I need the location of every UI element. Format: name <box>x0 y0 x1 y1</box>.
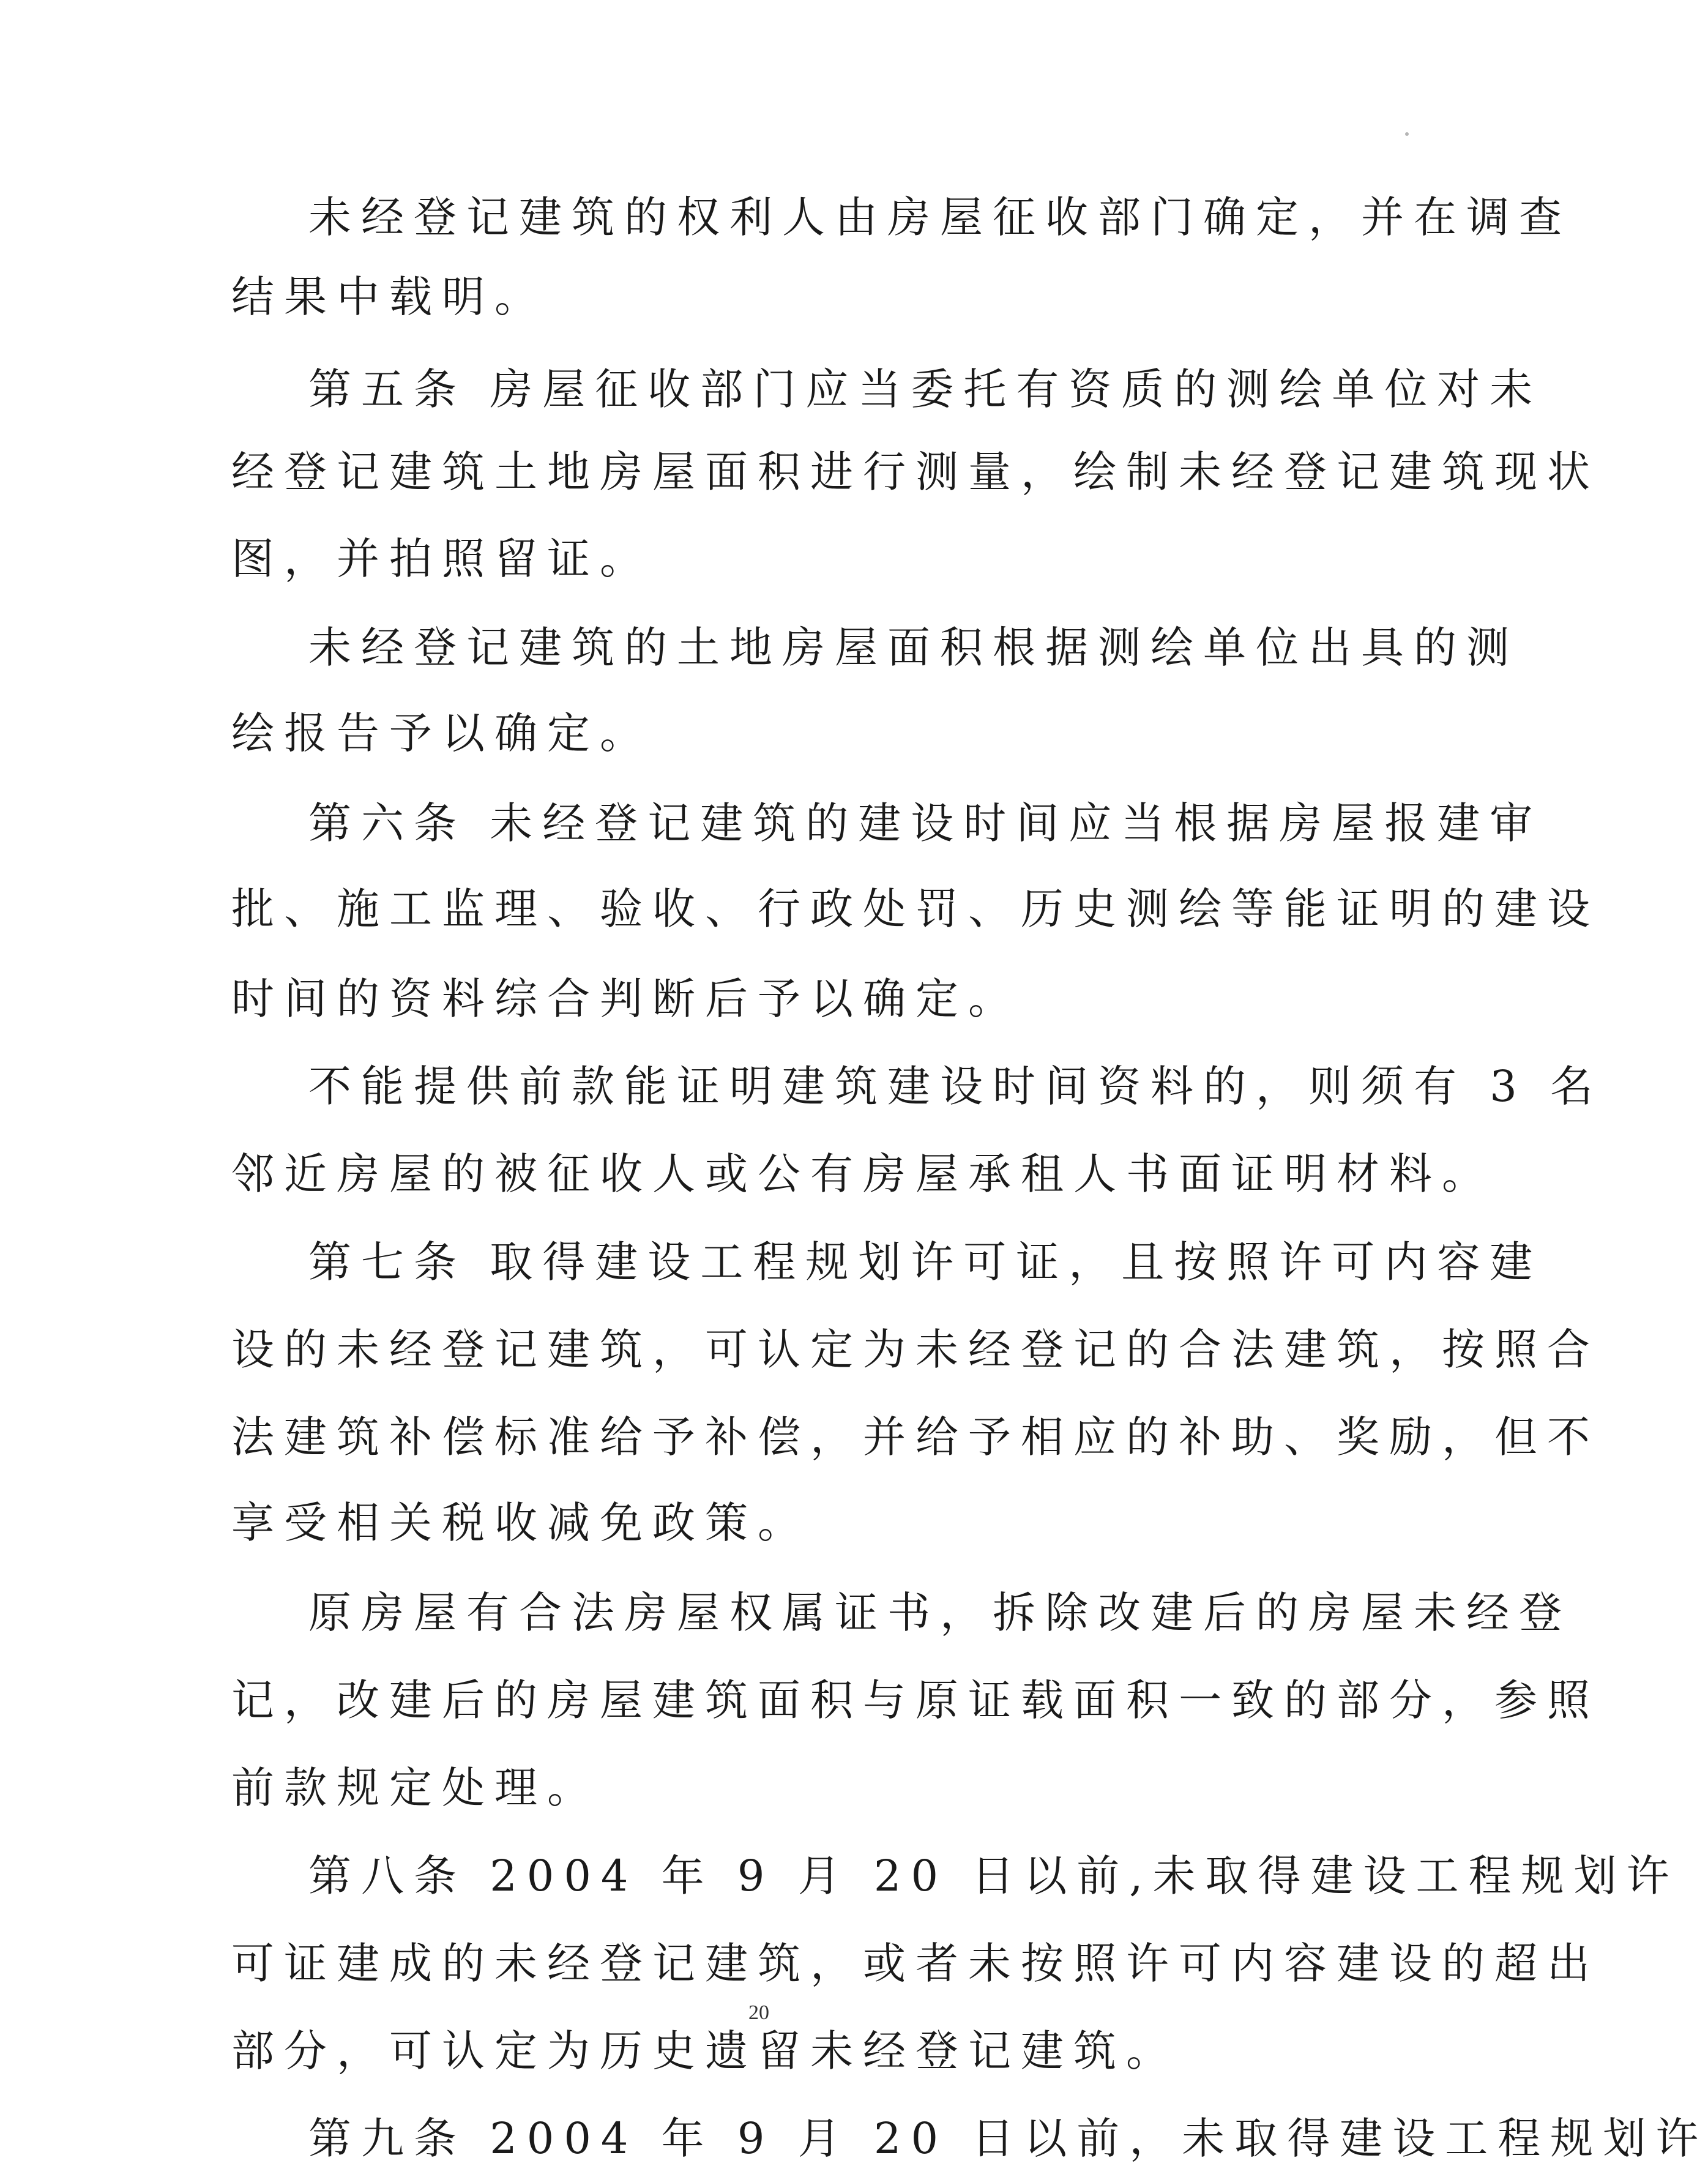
text-line: 图，并拍照留证。 <box>231 534 652 584</box>
text-line: 部分，可认定为历史遗留未经登记建筑。 <box>231 2026 1179 2076</box>
text-line: 不能提供前款能证明建筑建设时间资料的，则须有 3 名 <box>308 1061 1603 1111</box>
text-line: 时间的资料综合判断后予以确定。 <box>231 974 1021 1024</box>
text-line: 第七条 取得建设工程规划许可证，且按照许可内容建 <box>308 1237 1543 1287</box>
page-number: 20 <box>748 2001 769 2024</box>
text-line: 第五条 房屋征收部门应当委托有资质的测绘单位对未 <box>308 364 1543 414</box>
text-line: 绘报告予以确定。 <box>231 708 652 758</box>
text-line: 第六条 未经登记建筑的建设时间应当根据房屋报建审 <box>308 798 1543 848</box>
text-line: 批、施工监理、验收、行政处罚、历史测绘等能证明的建设 <box>231 884 1600 934</box>
text-line: 第八条 2004 年 9 月 20 日以前,未取得建设工程规划许 <box>308 1851 1679 1901</box>
text-line: 未经登记建筑的权利人由房屋征收部门确定，并在调查 <box>308 192 1572 242</box>
text-line: 邻近房屋的被征收人或公有房屋承租人书面证明材料。 <box>231 1149 1494 1199</box>
text-line: 法建筑补偿标准给予补偿，并给予相应的补助、奖励，但不 <box>231 1412 1600 1462</box>
text-line: 结果中载明。 <box>231 272 547 322</box>
text-line: 设的未经登记建筑，可认定为未经登记的合法建筑，按照合 <box>231 1324 1600 1375</box>
text-line: 前款规定处理。 <box>231 1763 600 1813</box>
text-line: 经登记建筑土地房屋面积进行测量，绘制未经登记建筑现状 <box>231 447 1600 497</box>
text-line: 第九条 2004 年 9 月 20 日以前，未取得建设工程规划许 <box>308 2113 1708 2164</box>
text-line: 记，改建后的房屋建筑面积与原证载面积一致的部分，参照 <box>231 1675 1600 1725</box>
text-line: 可证建成的未经登记建筑，或者未按照许可内容建设的超出 <box>231 1938 1600 1989</box>
text-line: 享受相关税收减免政策。 <box>231 1498 810 1548</box>
text-line: 原房屋有合法房屋权属证书，拆除改建后的房屋未经登 <box>308 1588 1572 1638</box>
scan-artifact-dot <box>1405 132 1409 136</box>
text-line: 未经登记建筑的土地房屋面积根据测绘单位出具的测 <box>308 622 1519 673</box>
